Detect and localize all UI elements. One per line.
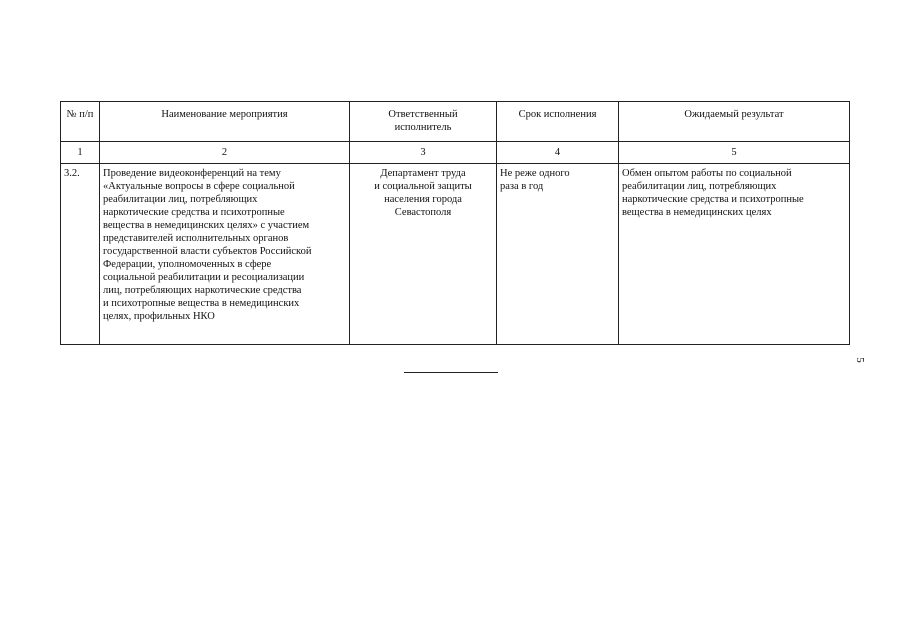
text-line: «Актуальные вопросы в сфере социальной: [103, 181, 295, 192]
text-line: наркотические средства и психотропные: [103, 207, 285, 218]
text-line: населения города: [384, 194, 462, 205]
header-deadline: Срок исполнения: [497, 102, 619, 142]
end-separator-line: [404, 372, 498, 373]
page-number: 5: [853, 357, 866, 363]
text-line: и социальной защиты: [374, 181, 472, 192]
text-line: раза в год: [500, 181, 544, 192]
column-number: 3: [350, 142, 497, 164]
header-activity-name: Наименование мероприятия: [100, 102, 350, 142]
text-line: целях, профильных НКО: [103, 311, 215, 322]
text-line: Федерации, уполномоченных в сфере: [103, 259, 272, 270]
text-line: Проведение видеоконференций на тему: [103, 168, 281, 179]
column-number: 2: [100, 142, 350, 164]
column-numbers-row: [61, 142, 850, 164]
text-line: вещества в немедицинских целях: [622, 207, 772, 218]
deadline-cell: [497, 164, 619, 345]
activities-table: [60, 101, 850, 345]
responsible-cell: [350, 164, 497, 345]
column-number: 1: [61, 142, 100, 164]
text-line: и психотропные вещества в немедицинских: [103, 298, 300, 309]
text-line: наркотические средства и психотропные: [622, 194, 804, 205]
text-line: Не реже одного: [500, 168, 570, 179]
header-responsible: Ответственный исполнитель: [350, 102, 497, 142]
expected-result-cell: [619, 164, 850, 345]
text-line: лиц, потребляющих наркотические средства: [103, 285, 302, 296]
text-line: вещества в немедицинских целях» с участием: [103, 220, 310, 231]
text-line: реабилитации лиц, потребляющих: [622, 181, 777, 192]
text-line: реабилитации лиц, потребляющих: [103, 194, 258, 205]
table-row: [61, 164, 850, 345]
header-row: [61, 102, 850, 142]
text-line: представителей исполнительных органов: [103, 233, 289, 244]
column-number: 5: [619, 142, 850, 164]
text-line: Департамент труда: [380, 168, 466, 179]
text-line: Обмен опытом работы по социальной: [622, 168, 792, 179]
column-number: 4: [497, 142, 619, 164]
activity-name-cell: [100, 164, 350, 345]
text-line: социальной реабилитации и ресоциализации: [103, 272, 305, 283]
row-number: 3.2.: [61, 164, 100, 345]
header-expected-result: Ожидаемый результат: [619, 102, 850, 142]
header-number: № п/п: [61, 102, 100, 142]
text-line: государственной власти субъектов Российской: [103, 246, 312, 257]
text-line: Севастополя: [394, 207, 452, 218]
